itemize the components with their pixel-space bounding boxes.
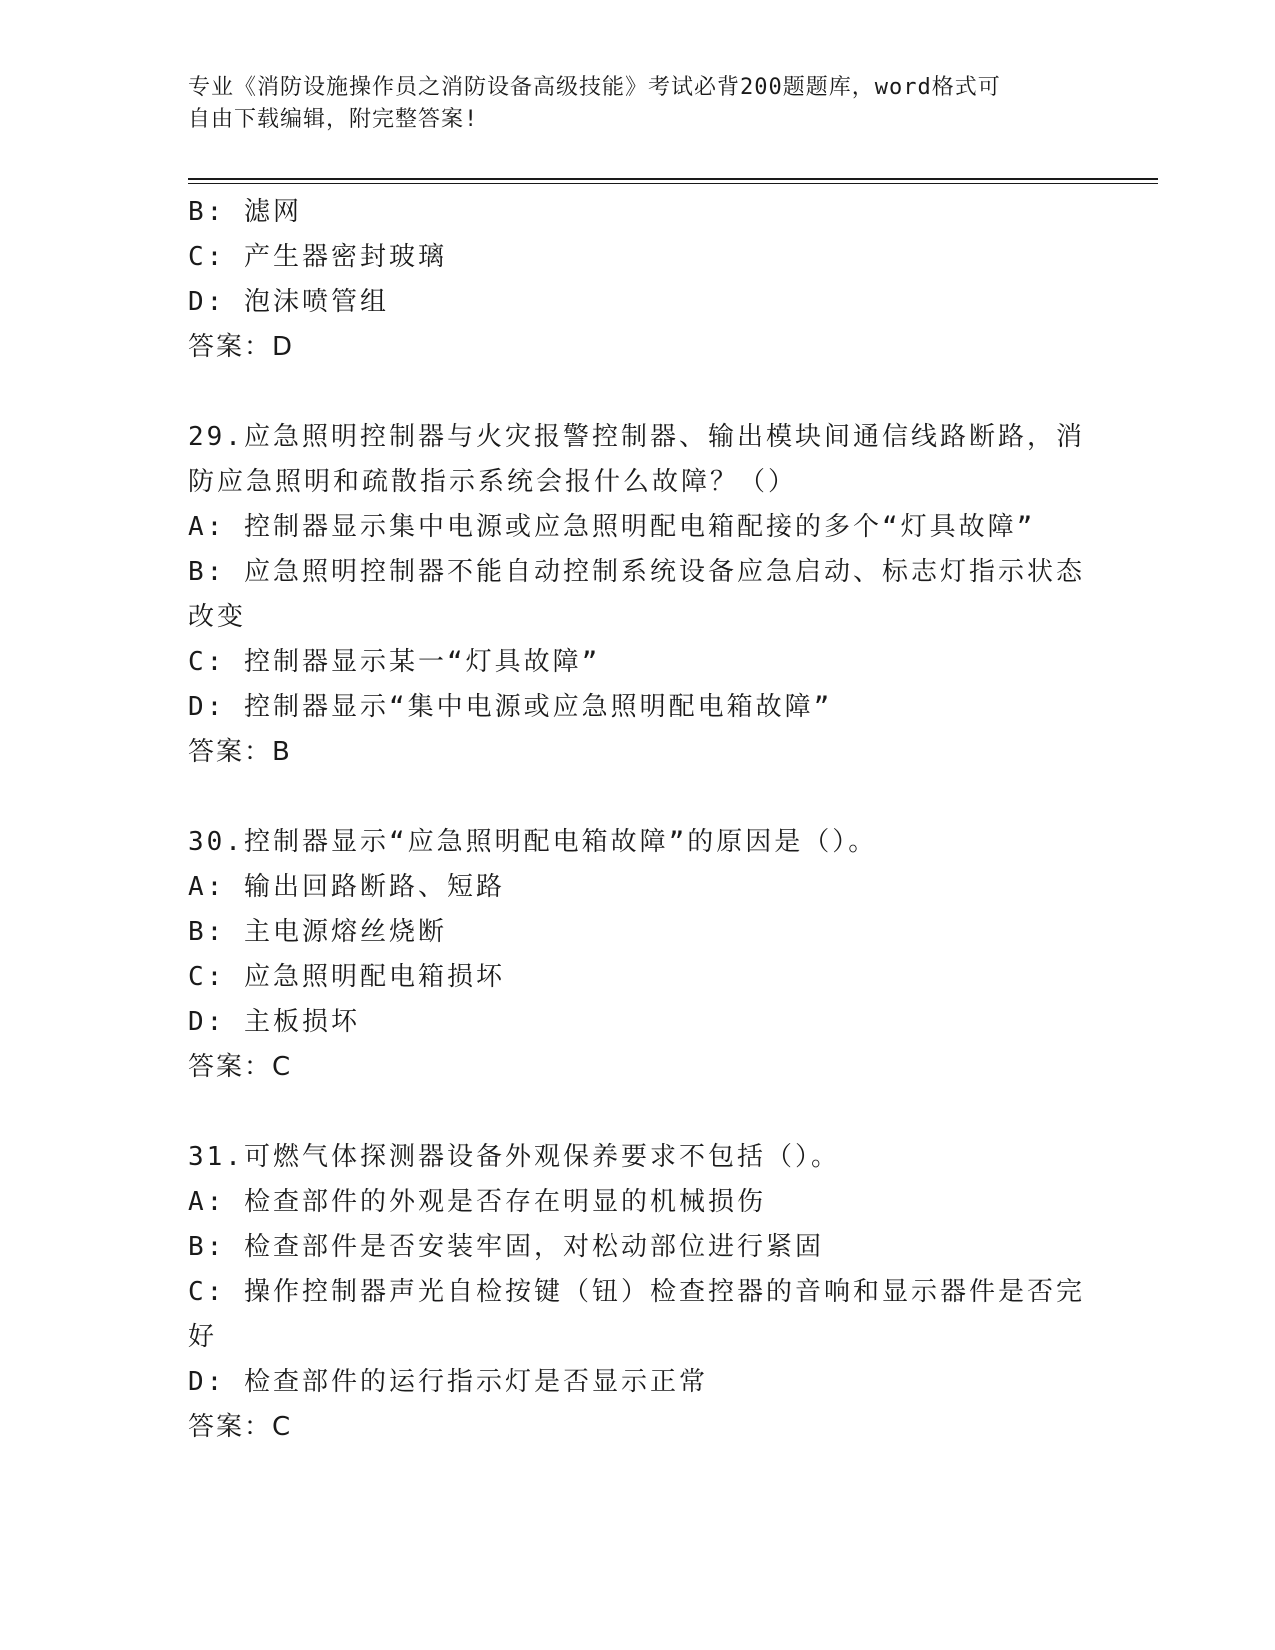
option-c-line-2: 好 — [188, 1322, 218, 1352]
option-c: C: 产生器密封玻璃 — [188, 242, 447, 272]
option-d: D: 泡沫喷管组 — [188, 287, 389, 317]
spacer — [188, 775, 1088, 820]
option-b: B: 主电源熔丝烧断 — [188, 917, 447, 947]
question-31 — [188, 1135, 1088, 1450]
option-b-line-1: B: 应急照明控制器不能自动控制系统设备应急启动、标志灯指示状态 — [188, 557, 1085, 587]
header-rule-thick — [188, 178, 1158, 180]
option-c: C: 控制器显示某一“灯具故障” — [188, 647, 601, 677]
question-28-continued — [188, 190, 1088, 370]
option-b: B: 滤网 — [188, 197, 302, 227]
option-c: C: 应急照明配电箱损坏 — [188, 962, 505, 992]
document-content — [188, 190, 1088, 1450]
page-header — [188, 72, 1068, 136]
option-b: B: 检查部件是否安装牢固，对松动部位进行紧固 — [188, 1232, 824, 1262]
answer: 答案：D — [188, 332, 295, 362]
option-a: A: 检查部件的外观是否存在明显的机械损伤 — [188, 1187, 766, 1217]
option-a: A: 控制器显示集中电源或应急照明配电箱配接的多个“灯具故障” — [188, 512, 1036, 542]
question-30 — [188, 820, 1088, 1090]
question-stem: 30.控制器显示“应急照明配电箱故障”的原因是（）。 — [188, 827, 878, 857]
option-a: A: 输出回路断路、短路 — [188, 872, 505, 902]
option-c-line-1: C: 操作控制器声光自检按键（钮）检查控器的音响和显示器件是否完 — [188, 1277, 1085, 1307]
spacer — [188, 1090, 1088, 1135]
option-d: D: 主板损坏 — [188, 1007, 360, 1037]
answer: 答案：C — [188, 1412, 293, 1442]
option-d: D: 检查部件的运行指示灯是否显示正常 — [188, 1367, 708, 1397]
question-stem-line-2: 防应急照明和疏散指示系统会报什么故障？（） — [188, 467, 798, 497]
header-rule-thin — [188, 183, 1158, 184]
option-d: D: 控制器显示“集中电源或应急照明配电箱故障” — [188, 692, 833, 722]
spacer — [188, 370, 1088, 415]
question-stem: 31.可燃气体探测器设备外观保养要求不包括（）。 — [188, 1142, 840, 1172]
answer: 答案：B — [188, 737, 292, 767]
header-line-2: 自由下载编辑，附完整答案! — [188, 107, 479, 132]
answer: 答案：C — [188, 1052, 293, 1082]
question-29 — [188, 415, 1088, 775]
header-line-1: 专业《消防设施操作员之消防设备高级技能》考试必背200题题库，word格式可 — [188, 75, 1001, 100]
question-stem-line-1: 29.应急照明控制器与火灾报警控制器、输出模块间通信线路断路，消 — [188, 422, 1085, 452]
option-b-line-2: 改变 — [188, 602, 247, 632]
